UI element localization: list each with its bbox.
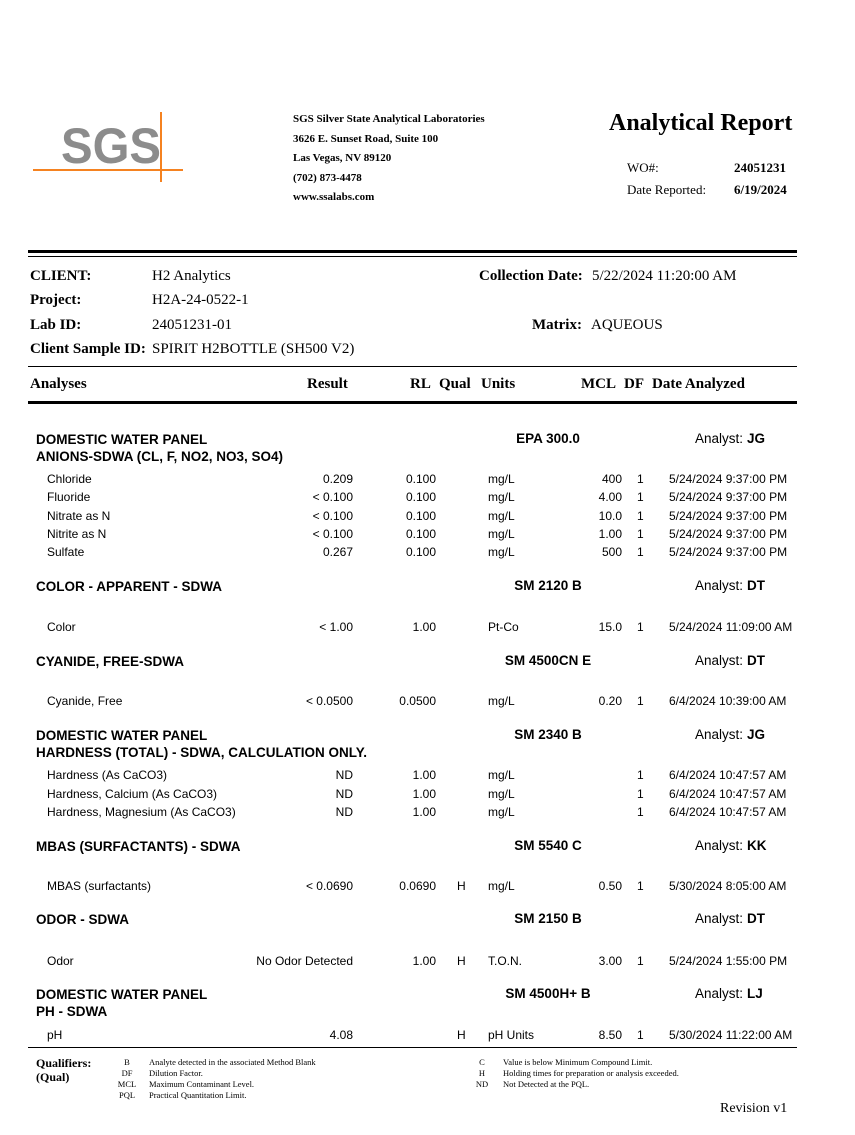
cell-result: < 1.00 (319, 620, 353, 634)
cell-df: 1 (637, 620, 644, 634)
cell-result: < 0.0690 (305, 879, 353, 893)
table-row (0, 787, 855, 805)
section-title: COLOR - APPARENT - SDWA (36, 579, 222, 594)
cell-date: 5/24/2024 1:55:00 PM (669, 954, 788, 968)
cell-rl: 0.0500 (399, 694, 436, 708)
cell-result: < 0.100 (312, 490, 353, 504)
qualifier-description: Value is below Minimum Compound Limit. (503, 1057, 653, 1067)
section-analyst (695, 431, 765, 446)
cell-date: 5/24/2024 9:37:00 PM (669, 509, 788, 523)
section-method: SM 4500CN E (504, 653, 592, 668)
cell-mcl: 1.00 (598, 527, 622, 541)
cell-mcl: 4.00 (598, 490, 622, 504)
col-head-date: Date Analyzed (652, 376, 745, 392)
cell-mcl: 8.50 (598, 1028, 622, 1042)
section-title: PH - SDWA (36, 1004, 108, 1019)
cell-date: 5/30/2024 8:05:00 AM (669, 879, 787, 893)
table-row (0, 694, 855, 712)
cell-units: mg/L (488, 545, 515, 559)
col-head-units: Units (481, 376, 516, 392)
cell-rl: 0.100 (405, 545, 436, 559)
cell-result: ND (335, 787, 353, 801)
table-row (0, 620, 855, 638)
cell-rl: 1.00 (412, 768, 436, 782)
cell-name: Hardness, Calcium (As CaCO3) (47, 787, 218, 801)
client-value: H2 Analytics (152, 268, 231, 284)
cell-df: 1 (637, 805, 644, 819)
cell-mcl: 0.50 (598, 879, 622, 893)
qualifier-description: Not Detected at the PQL. (503, 1079, 590, 1089)
qualifier-description: Dilution Factor. (149, 1068, 203, 1078)
section-title: CYANIDE, FREE-SDWA (36, 654, 185, 669)
analyst-label: Analyst: (695, 838, 744, 853)
analyst-label: Analyst: (695, 653, 744, 668)
cell-units: mg/L (488, 509, 515, 523)
footer-divider (28, 1047, 797, 1048)
qualifier-code: PQL (118, 1090, 136, 1100)
table-row (0, 879, 855, 897)
qualifiers-label: Qualifiers: (36, 1056, 92, 1070)
cell-rl: 0.100 (405, 527, 436, 541)
qualifier-code: H (478, 1068, 486, 1078)
lab-city: Las Vegas, NV 89120 (293, 152, 392, 164)
cell-df: 1 (637, 879, 644, 893)
section-analyst (695, 838, 767, 853)
cell-result: < 0.0500 (305, 694, 353, 708)
project-value: H2A-24-0522-1 (152, 292, 249, 308)
wo-value: 24051231 (734, 160, 786, 175)
cell-units: mg/L (488, 472, 515, 486)
cell-rl: 1.00 (412, 787, 436, 801)
table-row (0, 472, 855, 490)
cell-name: MBAS (surfactants) (47, 879, 152, 893)
analyst-initials: LJ (747, 986, 763, 1001)
section-analyst (695, 986, 763, 1001)
table-row (0, 545, 855, 563)
cell-df: 1 (637, 527, 644, 541)
cell-name: Cyanide, Free (47, 694, 123, 708)
section-method: SM 4500H+ B (505, 986, 591, 1001)
qualifiers-sublabel: (Qual) (36, 1070, 70, 1084)
cell-mcl: 10.0 (598, 509, 622, 523)
cell-rl: 0.100 (405, 490, 436, 504)
cell-qual: H (457, 1028, 466, 1042)
section-method: SM 5540 C (514, 838, 582, 853)
qualifier-description: Maximum Contaminant Level. (149, 1079, 255, 1089)
analyst-label: Analyst: (695, 578, 744, 593)
cell-units: pH Units (488, 1028, 535, 1042)
cell-date: 6/4/2024 10:39:00 AM (669, 694, 787, 708)
cell-units: mg/L (488, 490, 515, 504)
analyst-label: Analyst: (695, 431, 744, 446)
cell-units: mg/L (488, 768, 515, 782)
section-analyst (695, 653, 765, 668)
wo-label: WO#: (627, 160, 659, 175)
date-reported-value: 6/19/2024 (734, 182, 787, 197)
cell-date: 5/30/2024 11:22:00 AM (669, 1028, 793, 1042)
col-head-analyses: Analyses (30, 376, 87, 392)
table-row (0, 954, 855, 972)
cell-result: ND (335, 768, 353, 782)
cell-mcl: 3.00 (598, 954, 622, 968)
lab-phone: (702) 873-4478 (293, 171, 362, 184)
qualifier-code: ND (475, 1079, 489, 1089)
section-title: ANIONS-SDWA (CL, F, NO2, NO3, SO4) (36, 449, 284, 464)
cell-rl: 1.00 (412, 805, 436, 819)
cell-mcl: 0.20 (598, 694, 622, 708)
cell-units: T.O.N. (488, 954, 523, 968)
cell-name: Nitrite as N (47, 527, 107, 541)
analyst-label: Analyst: (695, 727, 744, 742)
cell-name: Color (47, 620, 76, 634)
cell-date: 5/24/2024 11:09:00 AM (669, 620, 793, 634)
cell-qual: H (457, 954, 466, 968)
section-method: SM 2340 B (514, 727, 582, 742)
sgs-logo-text: SGS (61, 118, 161, 174)
lab-id-value: 24051231-01 (152, 317, 232, 333)
cell-name: Fluoride (47, 490, 91, 504)
header-divider-thick (28, 250, 797, 253)
cell-rl: 1.00 (412, 620, 436, 634)
cell-result: 0.267 (322, 545, 353, 559)
cell-units: mg/L (488, 694, 515, 708)
section-analyst (695, 727, 765, 742)
cell-rl: 0.100 (405, 509, 436, 523)
cell-result: < 0.100 (312, 527, 353, 541)
table-row (0, 768, 855, 786)
cell-units: Pt-Co (488, 620, 519, 634)
qualifier-code: MCL (117, 1079, 137, 1089)
cell-df: 1 (637, 954, 644, 968)
cell-mcl: 500 (601, 545, 622, 559)
cell-date: 6/4/2024 10:47:57 AM (669, 787, 787, 801)
cell-units: mg/L (488, 879, 515, 893)
cell-date: 5/24/2024 9:37:00 PM (669, 545, 788, 559)
cell-units: mg/L (488, 527, 515, 541)
matrix-value: AQUEOUS (591, 317, 663, 333)
cell-date: 6/4/2024 10:47:57 AM (669, 768, 787, 782)
cell-df: 1 (637, 1028, 644, 1042)
cell-name: Hardness, Magnesium (As CaCO3) (47, 805, 236, 819)
cell-df: 1 (637, 472, 644, 486)
header-divider-thin (28, 256, 797, 257)
cell-date: 5/24/2024 9:37:00 PM (669, 472, 788, 486)
cell-mcl: 15.0 (598, 620, 622, 634)
table-row (0, 527, 855, 545)
section-analyst (695, 578, 765, 593)
analyst-initials: JG (747, 727, 766, 742)
cell-units: mg/L (488, 805, 515, 819)
collection-date-value: 5/22/2024 11:20:00 AM (592, 268, 737, 284)
cell-date: 5/24/2024 9:37:00 PM (669, 527, 788, 541)
col-head-result: Result (307, 376, 348, 392)
analyst-initials: DT (747, 653, 766, 668)
col-head-df: DF (624, 376, 644, 392)
cell-df: 1 (637, 490, 644, 504)
cell-name: Hardness (As CaCO3) (47, 768, 168, 782)
analyst-initials: JG (747, 431, 766, 446)
report-title: Analytical Report (609, 110, 793, 136)
cell-df: 1 (637, 545, 644, 559)
cell-df: 1 (637, 694, 644, 708)
cell-units: mg/L (488, 787, 515, 801)
analyst-initials: DT (747, 911, 766, 926)
qualifier-description: Practical Quantitation Limit. (149, 1090, 247, 1100)
col-head-rl: RL (410, 376, 431, 392)
qualifier-code: C (479, 1057, 485, 1067)
analyst-initials: KK (747, 838, 767, 853)
cell-rl: 0.0690 (399, 879, 436, 893)
cell-qual: H (457, 879, 466, 893)
cell-mcl: 400 (601, 472, 622, 486)
cell-rl: 0.100 (405, 472, 436, 486)
cell-result: No Odor Detected (256, 954, 353, 968)
cell-name: pH (47, 1028, 63, 1042)
cell-date: 5/24/2024 9:37:00 PM (669, 490, 788, 504)
cell-rl: 1.00 (412, 954, 436, 968)
lab-website[interactable]: www.ssalabs.com (293, 191, 375, 203)
section-method: SM 2120 B (514, 578, 582, 593)
section-method: EPA 300.0 (516, 431, 580, 446)
section-title: DOMESTIC WATER PANEL (36, 728, 208, 743)
qualifier-description: Holding times for preparation or analysis exceeded. (503, 1068, 679, 1078)
cell-name: Sulfate (47, 545, 85, 559)
table-row (0, 1028, 855, 1046)
section-title: HARDNESS (TOTAL) - SDWA, CALCULATION ONLY. (36, 745, 367, 760)
column-header-top-rule (28, 366, 797, 367)
project-label: Project: (30, 292, 82, 308)
col-head-qual: Qual (439, 376, 471, 392)
col-head-mcl: MCL (581, 376, 616, 392)
cell-name: Odor (47, 954, 74, 968)
lab-street: 3626 E. Sunset Road, Suite 100 (293, 132, 439, 145)
cell-result: ND (335, 805, 353, 819)
matrix-label: Matrix: (532, 317, 582, 333)
sgs-logo-mark (33, 112, 183, 182)
section-method: SM 2150 B (514, 911, 582, 926)
cell-result: < 0.100 (312, 509, 353, 523)
analyst-initials: DT (747, 578, 766, 593)
section-analyst (695, 911, 765, 926)
qualifier-code: B (124, 1057, 130, 1067)
lab-address-block (293, 110, 485, 208)
qualifier-description: Analyte detected in the associated Method Blank (149, 1057, 316, 1067)
table-row (0, 509, 855, 527)
section-title: MBAS (SURFACTANTS) - SDWA (36, 839, 241, 854)
section-title: ODOR - SDWA (36, 912, 129, 927)
collection-date-label: Collection Date: (479, 268, 583, 284)
qualifier-code: DF (121, 1068, 133, 1078)
section-title: DOMESTIC WATER PANEL (36, 987, 208, 1002)
client-label: CLIENT: (30, 268, 92, 284)
sgs-logo (33, 112, 183, 182)
date-reported-label: Date Reported: (627, 182, 707, 197)
section-title: DOMESTIC WATER PANEL (36, 432, 208, 447)
cell-result: 0.209 (322, 472, 353, 486)
client-sample-id-value: SPIRIT H2BOTTLE (SH500 V2) (152, 341, 355, 357)
cell-result: 4.08 (329, 1028, 353, 1042)
column-header-bottom-rule (28, 401, 797, 404)
analyst-label: Analyst: (695, 911, 744, 926)
table-row (0, 805, 855, 823)
lab-id-label: Lab ID: (30, 317, 82, 333)
cell-df: 1 (637, 787, 644, 801)
revision-label: Revision v1 (720, 1101, 788, 1116)
table-row (0, 490, 855, 508)
client-sample-id-label: Client Sample ID: (30, 341, 146, 357)
cell-df: 1 (637, 768, 644, 782)
cell-name: Chloride (47, 472, 92, 486)
analyst-label: Analyst: (695, 986, 744, 1001)
cell-name: Nitrate as N (47, 509, 111, 523)
cell-date: 6/4/2024 10:47:57 AM (669, 805, 787, 819)
cell-df: 1 (637, 509, 644, 523)
lab-name: SGS Silver State Analytical Laboratories (293, 113, 485, 125)
